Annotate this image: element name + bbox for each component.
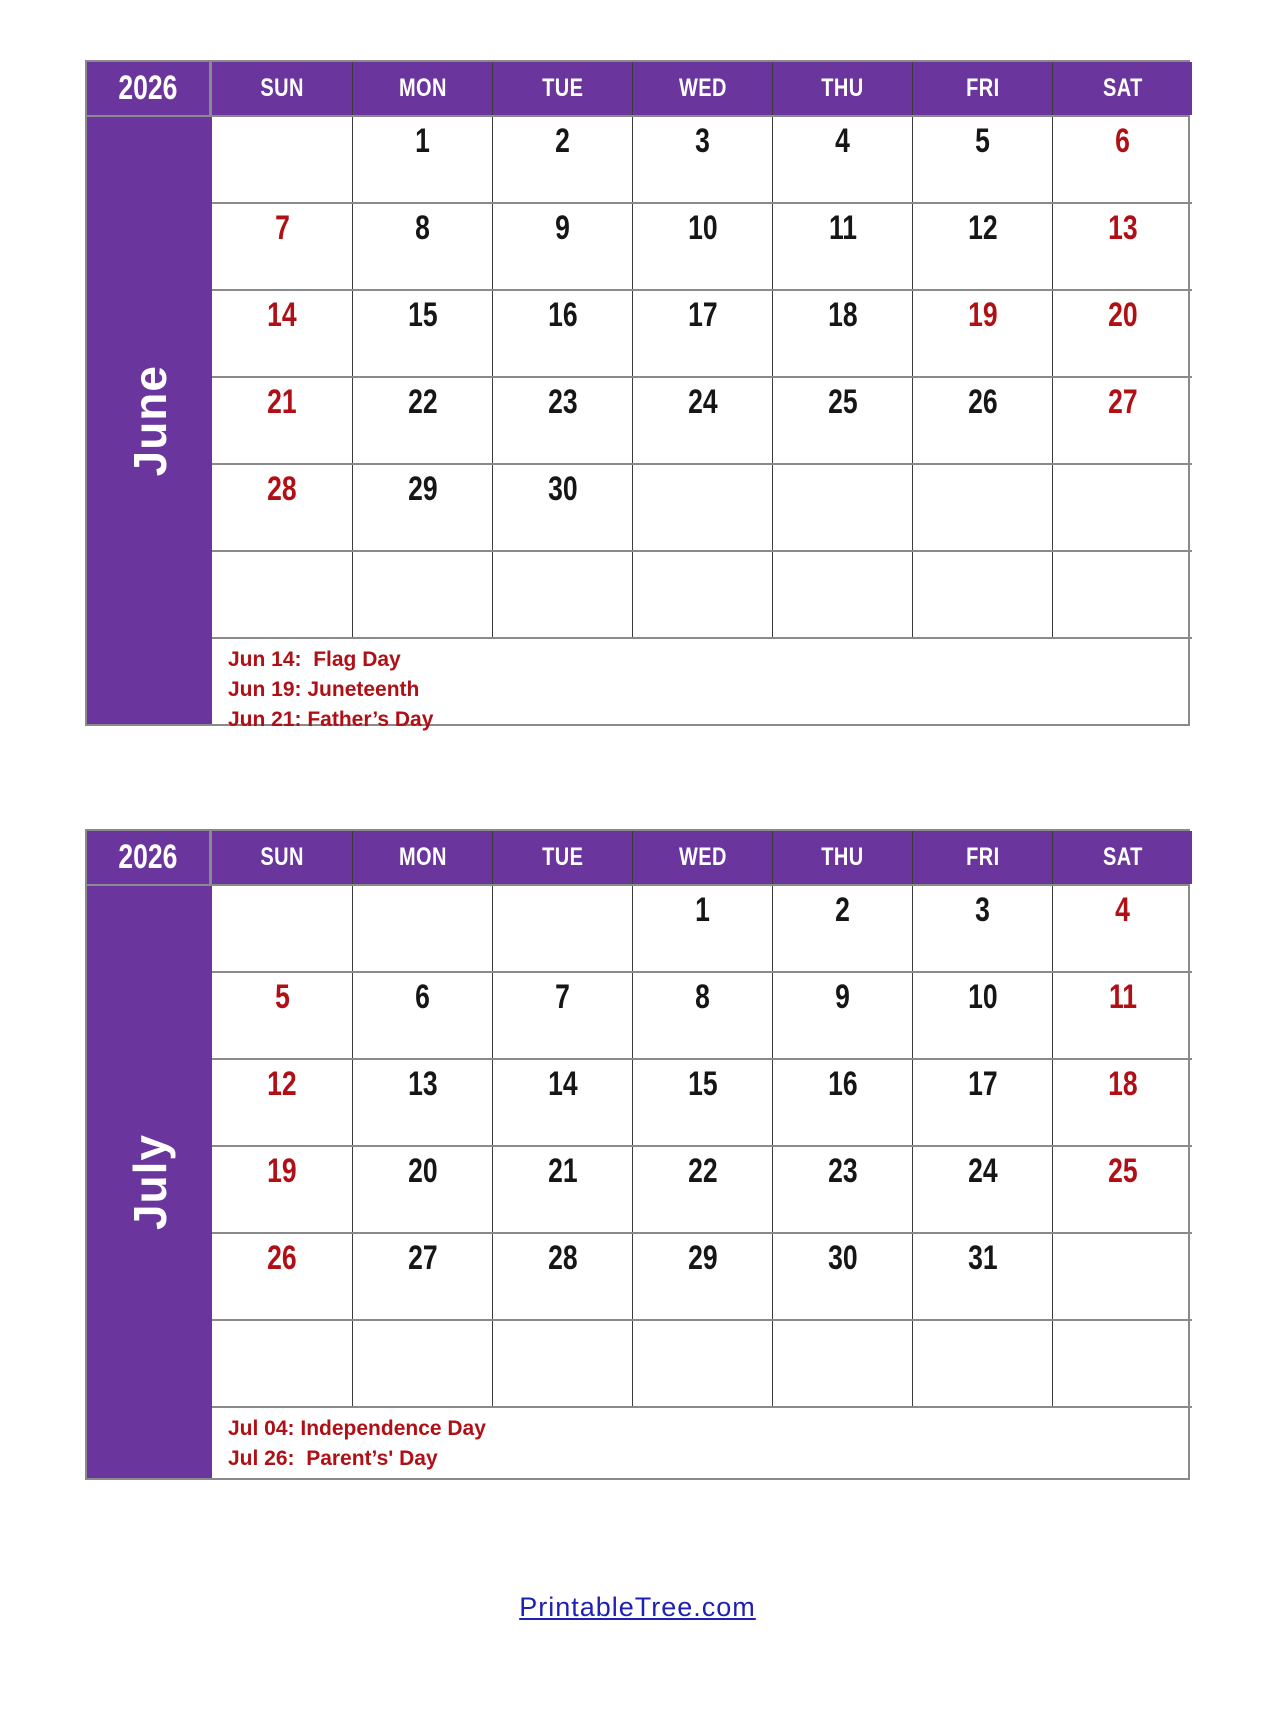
week-row [212,1147,1192,1234]
july-year-label [87,831,212,884]
day-cell-june-22: 22 [352,378,492,463]
day-cell-july-18: 18 [1052,1060,1192,1145]
weekday-header-wed: WED [632,831,772,884]
weekday-header-tue: TUE [492,831,632,884]
day-cell-empty [212,1321,352,1406]
day-cell-june-1: 1 [352,117,492,202]
day-cell-june-9: 9 [492,204,632,289]
day-cell-june-8: 8 [352,204,492,289]
day-cell-june-27: 27 [1052,378,1192,463]
day-cell-june-19: 19 [912,291,1052,376]
day-cell-july-14: 14 [492,1060,632,1145]
day-cell-july-24: 24 [912,1147,1052,1232]
day-cell-july-23: 23 [772,1147,912,1232]
day-cell-empty [352,1321,492,1406]
day-cell-empty [352,886,492,971]
weekday-header-tue: TUE [492,62,632,115]
day-cell-july-27: 27 [352,1234,492,1319]
day-cell-june-30: 30 [492,465,632,550]
day-cell-june-25: 25 [772,378,912,463]
day-cell-empty [212,552,352,637]
week-row [212,973,1192,1060]
june-year-label [87,62,212,115]
year-text: 2026 [118,69,178,107]
day-cell-june-29: 29 [352,465,492,550]
day-cell-june-16: 16 [492,291,632,376]
calendar-page [0,60,1275,1710]
footer [0,1592,1275,1623]
day-cell-empty [492,886,632,971]
weekday-header-fri: FRI [912,62,1052,115]
weekday-header-sat: SAT [1052,831,1192,884]
week-row [212,117,1192,204]
day-cell-empty [212,886,352,971]
day-cell-june-28: 28 [267,470,297,508]
day-cell-june-15: 15 [352,291,492,376]
day-cell-july-30: 30 [772,1234,912,1319]
holiday-note: Jul 26: Parent’s' Day [228,1446,438,1470]
week-row [212,204,1192,291]
day-cell-june-3: 3 [632,117,772,202]
weekday-header-mon: MON [352,831,492,884]
july-header-row [87,831,1188,884]
day-cell-june-26: 26 [912,378,1052,463]
day-cell-empty [912,465,1052,550]
day-cell-june-18: 18 [772,291,912,376]
day-cell-empty [1052,552,1192,637]
day-cell-empty [1052,1321,1192,1406]
day-cell-june-4: 4 [772,117,912,202]
year-text: 2026 [118,838,178,876]
day-cell-june-12: 12 [912,204,1052,289]
day-cell-july-11: 11 [1052,973,1192,1058]
weekday-header-wed: WED [632,62,772,115]
day-cell-empty [632,465,772,550]
day-cell-july-8: 8 [632,973,772,1058]
holiday-note: Jun 19: Juneteenth [228,677,420,701]
day-cell-july-1: 1 [632,886,772,971]
day-cell-july-6: 6 [352,973,492,1058]
day-cell-june-5: 5 [912,117,1052,202]
weekday-header-fri: FRI [912,831,1052,884]
day-cell-empty [632,552,772,637]
week-row [212,378,1192,465]
day-cell-july-10: 10 [912,973,1052,1058]
june-month-name: June [123,364,176,477]
holiday-note: Jun 21: Father’s Day [228,707,434,731]
day-cell-july-3: 3 [912,886,1052,971]
day-cell-empty [632,1321,772,1406]
day-cell-july-17: 17 [912,1060,1052,1145]
day-cell-june-10: 10 [632,204,772,289]
holiday-note: Jun 14: Flag Day [228,648,401,671]
june-holiday-notes [212,639,1192,731]
day-cell-empty [1052,465,1192,550]
day-cell-june-2: 2 [492,117,632,202]
june-grid [212,117,1192,731]
day-cell-july-5: 5 [274,978,290,1016]
week-row [212,886,1192,973]
week-row [212,1321,1192,1408]
june-header-row [87,62,1188,115]
day-cell-july-31: 31 [912,1234,1052,1319]
june-sidebar [87,117,212,724]
july-holiday-notes [212,1408,1192,1478]
day-cell-july-13: 13 [352,1060,492,1145]
day-cell-june-14: 14 [267,296,297,334]
week-row [212,465,1192,552]
day-cell-july-22: 22 [632,1147,772,1232]
day-cell-june-24: 24 [632,378,772,463]
weekday-header-thu: THU [772,62,912,115]
day-cell-july-9: 9 [772,973,912,1058]
day-cell-june-23: 23 [492,378,632,463]
day-cell-june-20: 20 [1052,291,1192,376]
july-month-name: July [123,1133,176,1231]
calendar-month-july [85,829,1190,1480]
day-cell-empty [772,465,912,550]
day-cell-june-7: 7 [274,209,290,247]
day-cell-july-25: 25 [1052,1147,1192,1232]
day-cell-empty [352,552,492,637]
day-cell-july-16: 16 [772,1060,912,1145]
day-cell-july-12: 12 [267,1065,297,1103]
day-cell-june-21: 21 [267,383,297,421]
day-cell-empty [492,1321,632,1406]
day-cell-july-21: 21 [492,1147,632,1232]
day-cell-july-19: 19 [267,1152,297,1190]
day-cell-empty [912,1321,1052,1406]
day-cell-june-13: 13 [1052,204,1192,289]
day-cell-empty [912,552,1052,637]
day-cell-june-6: 6 [1052,117,1192,202]
day-cell-empty [492,552,632,637]
day-cell-july-15: 15 [632,1060,772,1145]
week-row [212,291,1192,378]
day-cell-june-17: 17 [632,291,772,376]
day-cell-july-7: 7 [492,973,632,1058]
weekday-header-mon: MON [352,62,492,115]
day-cell-empty [212,117,352,202]
day-cell-empty [772,1321,912,1406]
footer-link[interactable]: PrintableTree.com [519,1592,756,1622]
july-body [87,884,1188,1478]
day-cell-july-29: 29 [632,1234,772,1319]
day-cell-empty [772,552,912,637]
week-row [212,1060,1192,1147]
weekday-header-sat: SAT [1052,62,1192,115]
day-cell-empty [1052,1234,1192,1319]
day-cell-july-28: 28 [492,1234,632,1319]
day-cell-july-26: 26 [267,1239,297,1277]
week-row [212,1234,1192,1321]
july-sidebar [87,886,212,1478]
day-cell-july-20: 20 [352,1147,492,1232]
week-row [212,552,1192,639]
calendar-month-june [85,60,1190,731]
day-cell-july-4: 4 [1052,886,1192,971]
weekday-header-sun: SUN [212,62,352,115]
july-grid [212,886,1192,1478]
day-cell-july-2: 2 [772,886,912,971]
holiday-note: Jul 04: Independence Day [228,1417,486,1440]
june-body [87,115,1188,731]
day-cell-june-11: 11 [772,204,912,289]
weekday-header-thu: THU [772,831,912,884]
weekday-header-sun: SUN [212,831,352,884]
